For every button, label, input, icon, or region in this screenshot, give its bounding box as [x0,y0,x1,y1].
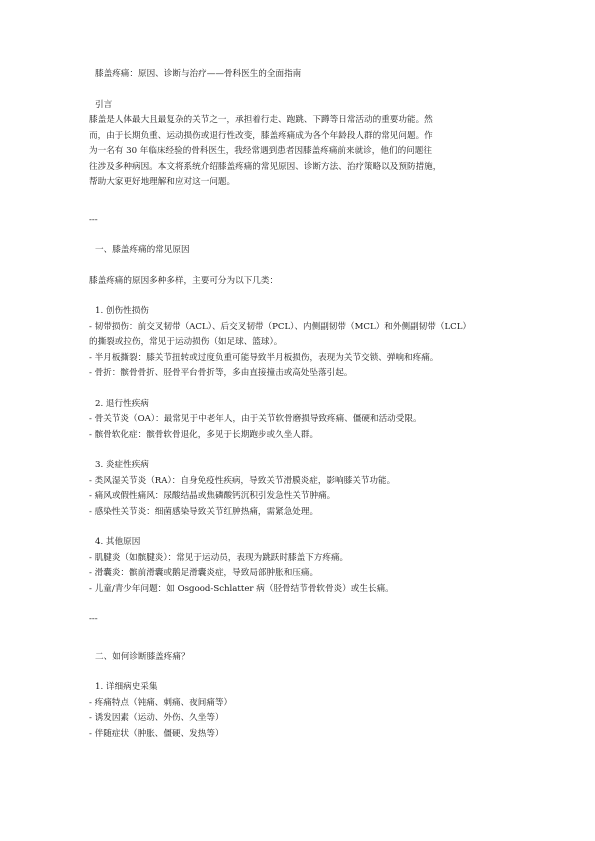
list-item: - 半月板撕裂：膝关节扭转或过度负重可能导致半月板损伤，表现为关节交锁、弹响和疼痛。 [89,352,439,363]
list-item: - 肌腱炎（如髌腱炎）：常见于运动员，表现为跳跃时膝盖下方疼痛。 [89,552,349,563]
list-item: - 韧带损伤：前交叉韧带（ACL）、后交叉韧带（PCL）、内侧副韧带（MCL）和外侧副韧带（LCL） [89,321,472,332]
section-heading: 二、如何诊断膝盖疼痛？ [95,651,190,662]
document-page [89,67,511,742]
intro-line: 而，由于长期负重、运动损伤或退行性改变，膝盖疼痛成为各个年龄段人群的常见问题。作 [89,130,433,141]
intro-line: 为一名有 30 年临床经验的骨科医生，我经常遇到患者因膝盖疼痛前来就诊，他们的问题往 [89,146,432,156]
list-item: - 疼痛特点（钝痛、刺痛、夜间痛等） [89,697,233,708]
intro-line: 往涉及多种病因。本文将系统介绍膝盖疼痛的常见原因、诊断方法、治疗策略以及预防措施， [89,161,442,172]
section-intro: 膝盖疼痛的原因多种多样，主要可分为以下几类： [89,275,279,286]
list-item: - 髌骨软化症：髌骨软骨退化，多见于长期跑步或久坐人群。 [89,429,319,440]
group-title: 2. 退行性疾病 [95,398,149,409]
list-item: - 类风湿关节炎（RA）：自身免疫性疾病，导致关节滑膜炎症，影响膝关节功能。 [89,475,396,486]
separator: --- [89,214,98,225]
list-item: - 痛风或假性痛风：尿酸结晶或焦磷酸钙沉积引发急性关节肿痛。 [89,491,336,501]
group-title: 3. 炎症性疾病 [95,460,149,470]
list-item: - 滑囊炎：髌前滑囊或鹅足滑囊炎症，导致局部肿胀和压痛。 [89,568,319,578]
group-title: 4. 其他原因 [95,537,141,547]
separator: --- [89,614,98,624]
list-item: - 儿童/青少年问题：如 Osgood-Schlatter 病（胫骨结节骨软骨炎）或生长痛。 [89,583,394,594]
group-title: 1. 创伤性损伤 [95,306,149,316]
group-title: 1. 详细病史采集 [95,682,158,692]
list-item: - 伴随症状（肿胀、僵硬、发热等） [89,728,224,739]
intro-line: 膝盖是人体最大且最复杂的关节之一，承担着行走、跑跳、下蹲等日常活动的重要功能。然 [89,115,433,125]
list-item: - 感染性关节炎：细菌感染导致关节红肿热痛，需紧急处理。 [89,506,319,517]
intro-paragraph [89,113,511,191]
intro-line: 帮助大家更好地理解和应对这一问题。 [89,177,236,187]
list-item: - 诱发因素（运动、外伤、久坐等） [89,713,224,723]
section-heading: 一、膝盖疼痛的常见原因 [95,245,190,255]
list-item: - 骨折：髌骨骨折、胫骨平台骨折等，多由直接撞击或高处坠落引起。 [89,368,353,378]
list-item: 的撕裂或拉伤，常见于运动损伤（如足球、篮球）。 [89,337,283,347]
document-title: 膝盖疼痛：原因、诊断与治疗——骨科医生的全面指南 [95,69,302,79]
list-item: - 骨关节炎（OA）：最常见于中老年人，由于关节软骨磨损导致疼痛、僵硬和活动受限。 [89,414,422,424]
intro-heading: 引言 [95,99,113,110]
